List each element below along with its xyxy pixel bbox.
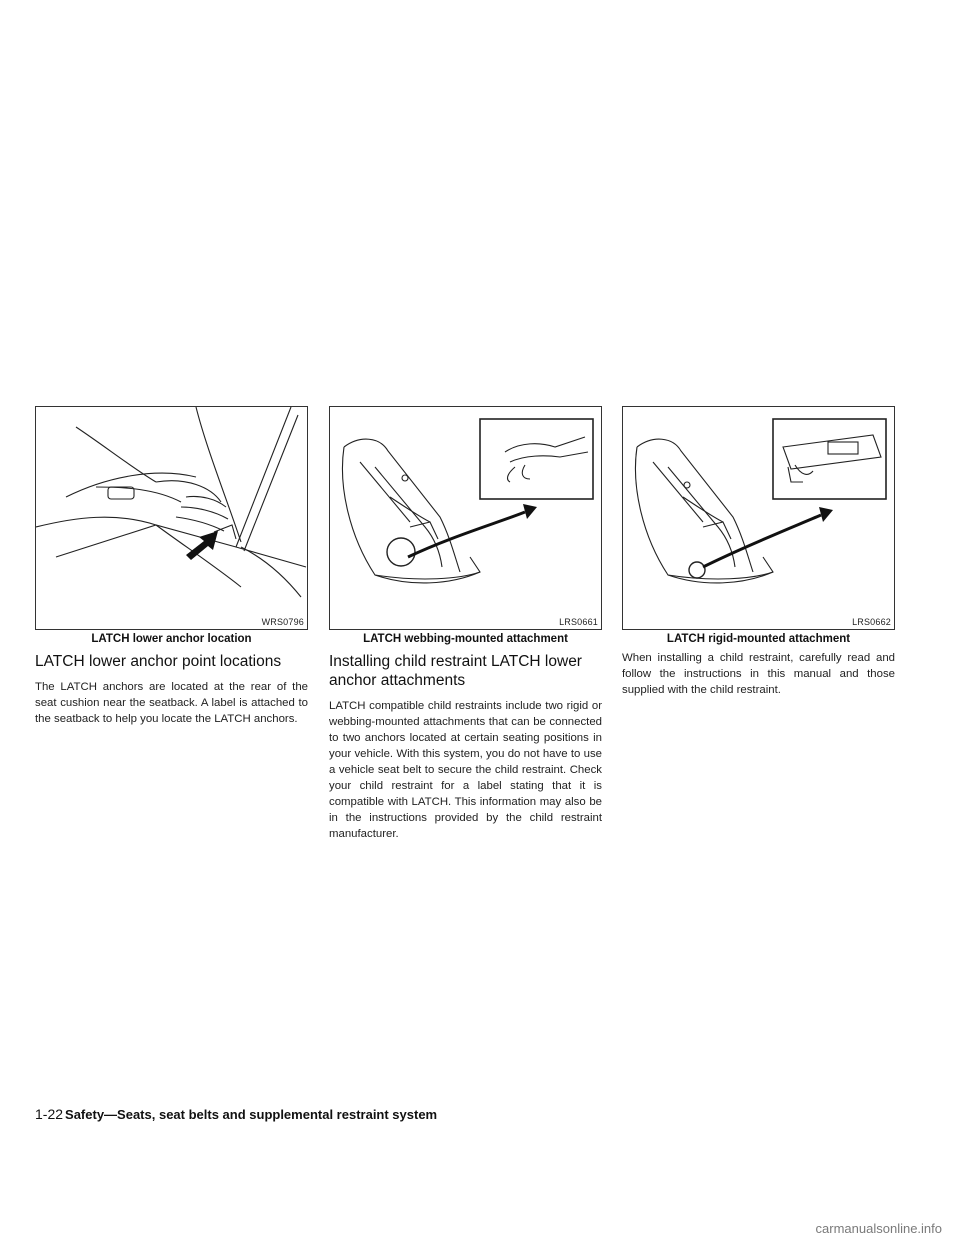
column-middle xyxy=(329,406,602,842)
column-left xyxy=(35,406,308,727)
section-heading-installing: Installing child restraint LATCH lower anchor attachments xyxy=(329,653,582,689)
section-body-when-installing: When installing a child restraint, carefully read and follow the instructions in this manual and those supplied with the child restraint. xyxy=(622,652,895,696)
arrow-icon xyxy=(186,531,218,560)
figure-lower-anchor-location xyxy=(35,406,308,630)
figure-caption: LATCH lower anchor location xyxy=(91,633,252,645)
section-body-installing: LATCH compatible child restraints include two rigid or webbing-mounted attachments that can be connected to two anchors located at certain seating positions in your vehicle. With this system, you do not have to use a vehicle seat belt to secure the child restraint. Check your child restraint for a label stating that it is compatible with LATCH. This information may also be in the instructions provided by the child restraint manufacturer. xyxy=(329,700,602,840)
figure-code: LRS0661 xyxy=(559,617,598,627)
figure-caption: LATCH webbing-mounted attachment xyxy=(363,633,568,645)
figure-rigid-mounted xyxy=(622,406,895,630)
footer-section-title: Safety—Seats, seat belts and supplemental restraint system xyxy=(65,1107,438,1122)
figure-code: LRS0662 xyxy=(852,617,891,627)
watermark: carmanualsonline.info xyxy=(815,1221,942,1236)
figure-caption: LATCH rigid-mounted attachment xyxy=(666,633,851,645)
illustration-child-seat-webbing xyxy=(330,407,601,629)
section-body-lower-anchor: The LATCH anchors are located at the rear of the seat cushion near the seatback. A label is attached to the seatback to help you locate the LATCH anchors. xyxy=(35,681,308,725)
section-heading-lower-anchor: LATCH lower anchor point locations xyxy=(35,653,282,670)
illustration-hand-at-seat-crease xyxy=(36,407,307,629)
figure-code: WRS0796 xyxy=(261,617,304,627)
page-footer xyxy=(35,1106,437,1122)
page-number: 1-22 xyxy=(35,1106,64,1122)
figure-webbing-mounted xyxy=(329,406,602,630)
arrow-icon xyxy=(523,504,537,519)
arrow-icon xyxy=(819,507,833,522)
illustration-child-seat-rigid xyxy=(623,407,894,629)
column-right xyxy=(622,406,895,698)
